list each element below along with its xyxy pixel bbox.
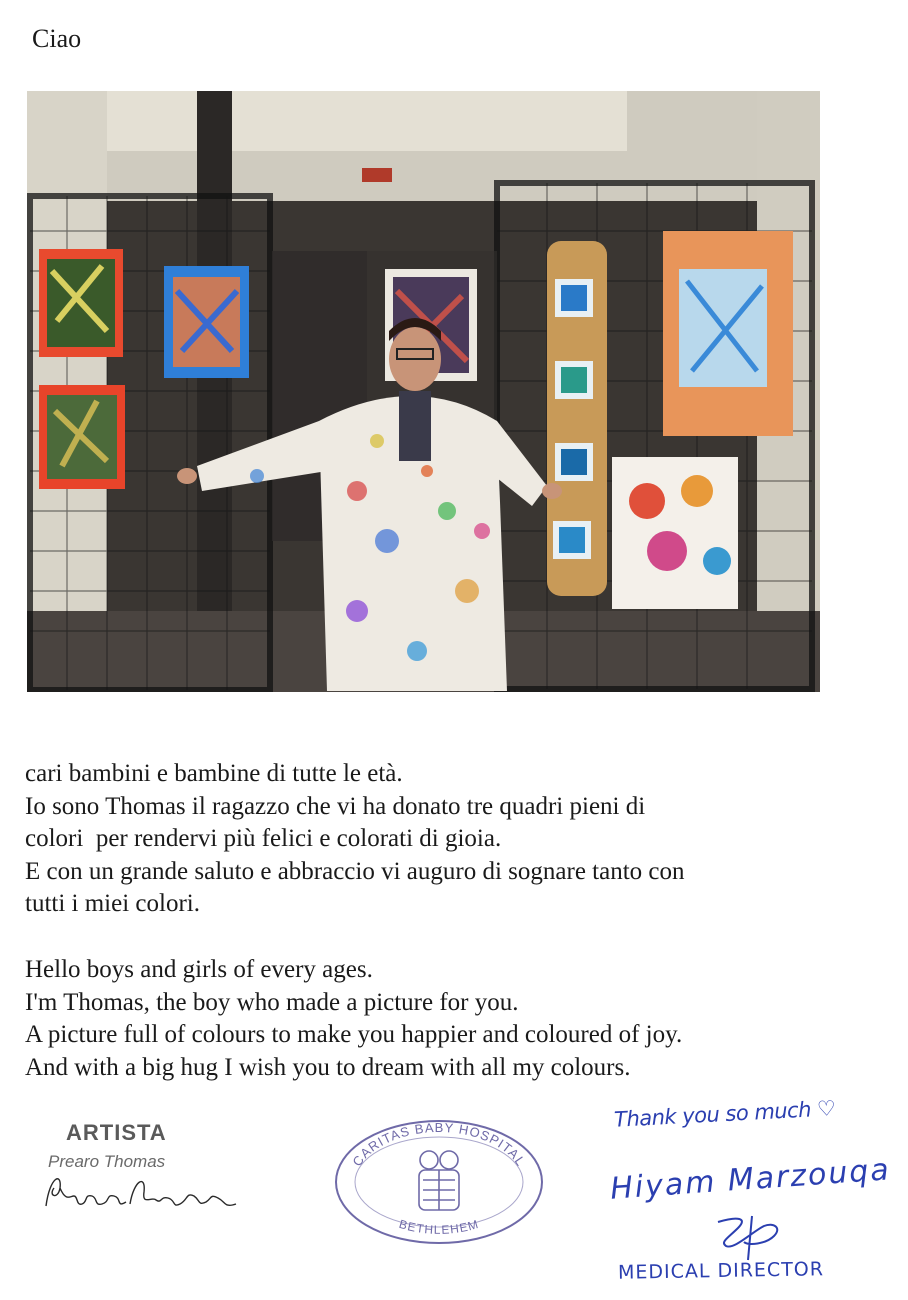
letter-line: E con un grande saluto e abbraccio vi auguro di sognare tanto con: [25, 857, 685, 885]
letter-line: Hello boys and girls of every ages.: [25, 955, 373, 983]
handwritten-title: MEDICAL DIRECTOR: [617, 1258, 825, 1284]
paragraph-gap: [25, 921, 885, 954]
letter-line: colori per rendervi più felici e colorati di gioia.: [25, 825, 502, 853]
seal-bottom-text: BETHLEHEM: [397, 1216, 481, 1237]
letter-line: cari bambini e bambine di tutte le età.: [25, 760, 403, 787]
letter-line: And with a big hug I wish you to dream with all my colours.: [25, 1053, 631, 1081]
artist-signature: [40, 1166, 260, 1226]
svg-text:BETHLEHEM: [397, 1217, 480, 1237]
handwritten-note: [598, 1090, 898, 1290]
letter-body: [25, 758, 885, 1084]
artist-stamp: [40, 1118, 270, 1228]
hospital-seal: [333, 1118, 545, 1246]
director-signature: [708, 1202, 798, 1262]
handwritten-thanks: Thank you so much ♡: [613, 1096, 836, 1132]
greeting: Ciao: [32, 24, 82, 53]
exhibition-photo: [27, 91, 820, 692]
seal-top-text: CARITAS BABY HOSPITAL: [349, 1119, 529, 1169]
handwritten-name: Hiyam Marzouqa: [609, 1152, 892, 1207]
letter-line: I'm Thomas, the boy who made a picture for you.: [25, 988, 519, 1016]
letter-line: A picture full of colours to make you happier and coloured of joy.: [25, 1021, 683, 1049]
letter-line: tutti i miei colori.: [25, 890, 200, 918]
svg-text:CARITAS BABY HOSPITAL: [349, 1120, 528, 1169]
letter-line: Io sono Thomas il ragazzo che vi ha donato tre quadri pieni di: [25, 792, 646, 820]
babies-icon: [419, 1151, 459, 1210]
artist-stamp-name: Prearo Thomas: [48, 1152, 166, 1171]
artist-stamp-title: ARTISTA: [66, 1120, 167, 1145]
